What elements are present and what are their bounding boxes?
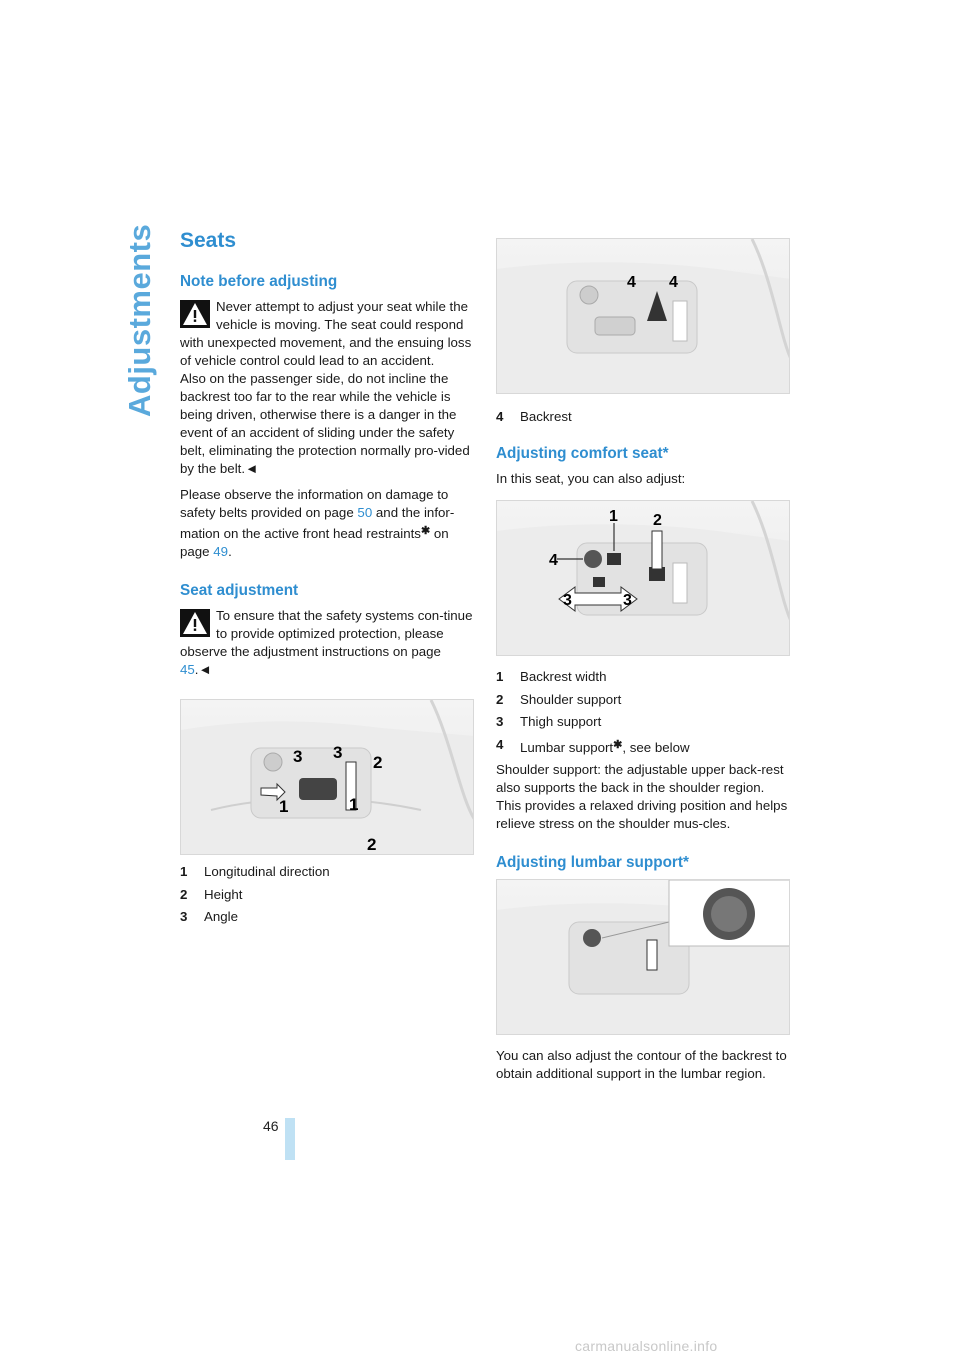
note-warning-text-2: Also on the passenger side, do not incline the backrest too far to the rear while the vehicle is being driven, otherwise there is a danger in the event of an accident of sliding under the safety belt, eliminating the protection normally pro-vided by the belt.	[180, 371, 470, 476]
lumbar-support-text: You can also adjust the contour of the backrest to obtain additional support in the lumbar region.	[496, 1048, 787, 1081]
legend-label: Longitudinal direction	[204, 864, 330, 879]
legend-label: Height	[204, 886, 243, 902]
figure-label-1: 1	[349, 795, 359, 814]
observe-text-c: on page	[180, 526, 449, 559]
legend-label: Shoulder support	[520, 691, 622, 707]
legend-num: 2	[180, 886, 188, 902]
figure-label-3: 2	[367, 835, 377, 854]
right-column	[496, 238, 790, 1083]
warning-icon	[180, 300, 210, 328]
shoulder-support-text: Shoulder support: the adjustable upper back-rest also supports the back in the shoulder region. This provides a relaxed driving position and helps relieve stress on the shoulder mus-cles.	[496, 762, 788, 831]
legend-label: Lumbar support	[520, 739, 614, 755]
page-number: 46	[263, 1118, 279, 1134]
legend-num: 2	[496, 691, 504, 707]
optional-star: ✱	[613, 738, 623, 751]
figure-label-4a: 4	[627, 274, 636, 291]
note-warning-text: Never attempt to adjust your seat while the vehicle is moving. The seat could respond with unexpected movement, and the ensuing loss of vehicle control could lead to an accident.	[180, 299, 472, 368]
figure-label-0: 1	[279, 797, 289, 816]
seat-legend	[180, 863, 474, 926]
observe-text-b: and the infor-mation on the active front head restraints	[180, 505, 455, 541]
comfort-intro: In this seat, you can also adjust:	[496, 471, 686, 486]
figure-label-4: 3	[293, 747, 303, 766]
legend-label: Angle	[204, 909, 239, 924]
comfort-seat-heading: Adjusting comfort seat*	[496, 445, 669, 462]
legend-num: 4	[496, 736, 504, 752]
legend-num: 1	[496, 669, 504, 684]
seat-warning-text: To ensure that the safety systems con-tinue to provide optimized protection, please observe the adjustment instructions on page	[180, 608, 473, 659]
chapter-tab	[118, 225, 158, 425]
figure-label-2: 2	[373, 753, 383, 772]
legend-item	[180, 908, 474, 926]
comfort-legend	[496, 668, 790, 731]
page-link-50[interactable]: 50	[357, 505, 373, 520]
figure-label-3a: 3	[563, 592, 572, 609]
figure-label-1: 1	[609, 508, 618, 525]
page-number-bar	[285, 1118, 295, 1160]
chapter-tab-label: Adjustments	[122, 223, 157, 417]
page-link-49[interactable]: 49	[213, 544, 229, 559]
left-column	[180, 228, 474, 931]
figure-label-5: 3	[333, 743, 343, 762]
seat-warning	[180, 607, 474, 679]
observe-paragraph	[180, 486, 474, 561]
legend-item	[496, 713, 790, 731]
seat-warning-text-b: .	[194, 662, 199, 677]
lumbar-legend-item	[496, 736, 790, 757]
figure-label-4: 4	[549, 552, 558, 569]
figure-label-2: 2	[653, 512, 662, 529]
backrest-figure	[496, 238, 790, 394]
legend-label: Thigh support	[520, 714, 602, 729]
seat-adjustment-heading: Seat adjustment	[180, 582, 299, 599]
page-link-45[interactable]: 45	[180, 662, 195, 677]
observe-text-d: .	[228, 544, 232, 559]
lumbar-support-heading: Adjusting lumbar support*	[496, 854, 689, 871]
end-mark: ◄	[198, 662, 212, 677]
optional-star: ✱	[420, 525, 431, 537]
backrest-legend-item	[496, 408, 790, 426]
legend-num: 4	[496, 409, 504, 424]
legend-item	[496, 668, 790, 686]
legend-item	[496, 691, 790, 709]
figure-label-3b: 3	[623, 592, 632, 609]
observe-text: Please observe the information on damage to safety belts provided on page	[180, 487, 449, 520]
note-heading: Note before adjusting	[180, 273, 338, 290]
legend-item	[180, 886, 474, 904]
legend-label-suffix: , see below	[622, 739, 690, 755]
lumbar-figure	[496, 879, 790, 1035]
legend-label: Backrest width	[520, 669, 607, 684]
legend-label: Backrest	[520, 409, 572, 424]
section-title: Seats	[180, 229, 237, 252]
figure-label-4b: 4	[669, 274, 678, 291]
note-warning	[180, 298, 474, 478]
watermark: carmanualsonline.info	[575, 1338, 718, 1354]
comfort-seat-figure	[496, 500, 790, 656]
legend-item	[180, 863, 474, 881]
warning-icon	[180, 609, 210, 637]
legend-num: 1	[180, 864, 188, 879]
seat-controls-figure	[180, 699, 474, 855]
end-mark: ◄	[245, 461, 259, 476]
legend-num: 3	[180, 909, 188, 924]
legend-num: 3	[496, 714, 504, 729]
